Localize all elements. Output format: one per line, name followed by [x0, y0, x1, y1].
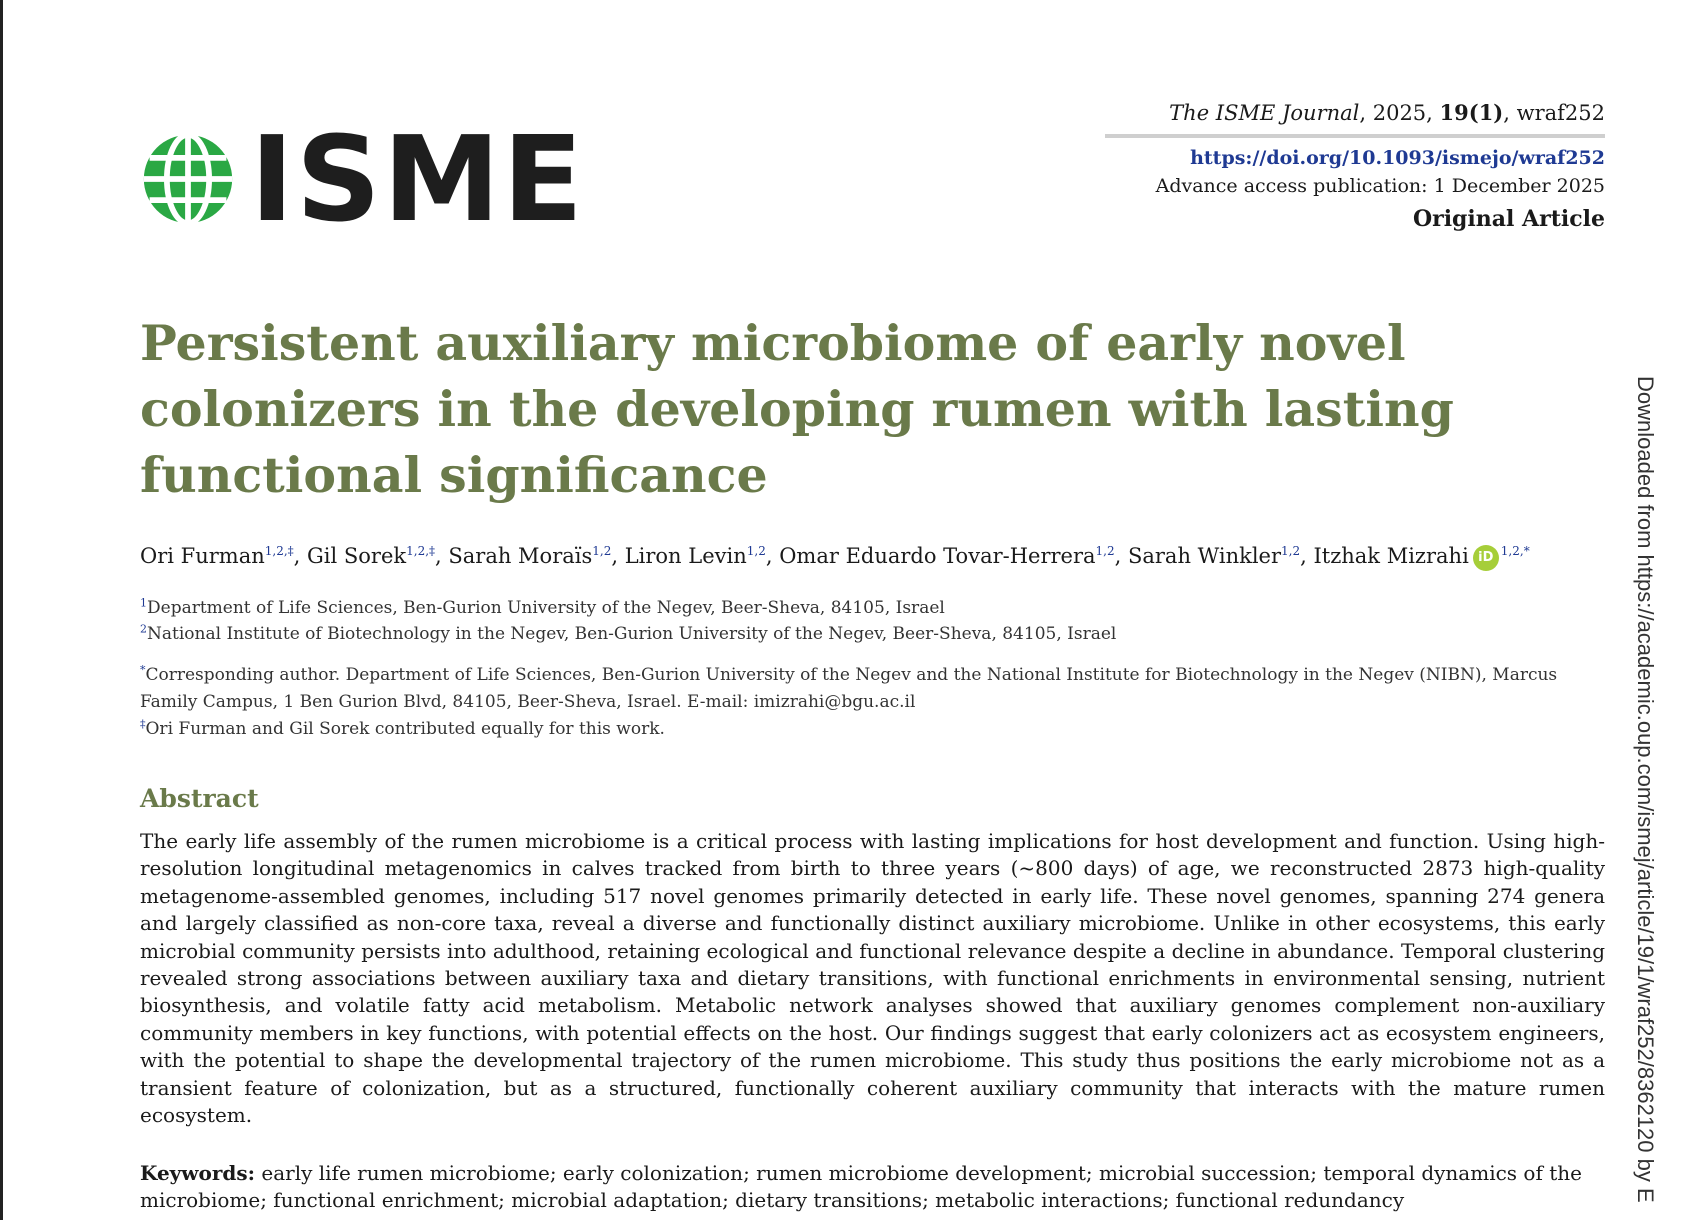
page-left-border	[0, 0, 3, 1220]
advance-access-date: Advance access publication: 1 December 2025	[1155, 175, 1605, 197]
logo-wordmark: ISME	[250, 110, 585, 248]
author[interactable]: Ori Furman$^{1,2,\ddagger}$	[140, 544, 294, 568]
isme-logo	[140, 110, 585, 248]
author-list: Ori Furman$^{1,2,\ddagger}$, Gil Sorek$^{1,2,\ddagger}$, Sarah Moraïs$^{1,2}$, Liron Levin$^{1,2}$, Omar Eduardo Tovar-Herrera$^{1,2}$, Sarah Winkler$^{1,2}$, Itzhak Mizrahi iD $^{1,2,*}$	[140, 540, 1620, 572]
author[interactable]: Gil Sorek$^{1,2,\ddagger}$	[307, 544, 436, 568]
author[interactable]: Liron Levin$^{1,2}$	[624, 544, 766, 568]
keywords-text: early life rumen microbiome; early colonization; rumen microbiome development; microbial succession; temporal dynamics of the microbiome; functional enrichment; microbial adaptation; dietary transitions; metabolic interactions; functional redundancy	[140, 1161, 1582, 1213]
article-title: Persistent auxiliary microbiome of early novel colonizers in the developing rumen with lasting functional significance	[140, 314, 1454, 504]
author[interactable]: Sarah Moraïs$^{1,2}$	[448, 544, 612, 568]
citation-line	[1085, 96, 1605, 130]
header-rule	[1105, 134, 1605, 138]
journal-name: The ISME Journal	[1169, 101, 1360, 125]
corresponding-author-note: *Corresponding author. Department of Life Sciences, Ben-Gurion University of the Negev and the National Institute for Biotechnology in the Negev (NIBN), Marcus Family Campus, 1 Ben Gurion Blvd, 84105, Beer-Sheva, Israel. E-mail: imizrahi@bgu.ac.il	[140, 663, 1558, 712]
download-note: Downloaded from https://academic.oup.com/ismej/article/19/1/wraf252/8362120 by E	[1633, 376, 1658, 1203]
abstract-heading: Abstract	[140, 784, 259, 813]
citation-block	[1085, 96, 1605, 236]
author-notes	[140, 662, 1605, 743]
affiliation: $^2$National Institute of Biotechnology in the Negev, Ben-Gurion University of the Negev, Beer-Sheva, 84105, Israel	[140, 622, 1117, 644]
abstract-text: The early life assembly of the rumen microbiome is a critical process with lasting implications for host development and function. Using high-resolution longitudinal metagenomics in calves tracked from birth to three years (~800 days) of age, we reconstructed 2873 high-quality metagenome-assembled genomes, including 517 novel genomes primarily detected in early life. These novel genomes, spanning 274 genera and largely classified as non-core taxa, reveal a diverse and functionally distinct auxiliary microbiome. Unlike in other ecosystems, this early microbial community persists into adulthood, retaining ecological and functional relevance despite a decline in abundance. Temporal clustering revealed strong associations between auxiliary taxa and dietary transitions, with functional enrichments in environmental sensing, nutrient biosynthesis, and volatile fatty acid metabolism. Metabolic network analyses showed that auxiliary genomes complement non-auxiliary community members in key functions, with potential effects on the host. Our findings suggest that early colonizers act as ecosystem engineers, with the potential to shape the developmental trajectory of the rumen microbiome. This study thus positions the early microbiome not as a transient feature of colonization, but as a structured, functionally coherent auxiliary community that interacts with the mature rumen ecosystem.	[140, 829, 1605, 1128]
author[interactable]: Omar Eduardo Tovar-Herrera$^{1,2}$	[779, 544, 1115, 568]
doi-link[interactable]: https://doi.org/10.1093/ismejo/wraf252	[1190, 147, 1605, 169]
citation-article-id: , wraf252	[1503, 101, 1605, 125]
author[interactable]: Sarah Winkler$^{1,2}$	[1127, 544, 1301, 568]
author[interactable]: Itzhak Mizrahi iD $^{1,2,*}$	[1313, 544, 1529, 568]
article-type: Original Article	[1412, 206, 1605, 232]
citation-volume: 19(1)	[1439, 100, 1504, 125]
orcid-icon[interactable]: iD	[1473, 545, 1499, 571]
globe-icon	[140, 131, 236, 227]
affiliation: $^1$Department of Life Sciences, Ben-Gurion University of the Negev, Beer-Sheva, 84105, Israel	[140, 596, 945, 618]
keywords	[140, 1160, 1605, 1215]
affiliations	[140, 595, 1620, 647]
keywords-label: Keywords:	[140, 1161, 256, 1185]
equal-contribution-note: ‡Ori Furman and Gil Sorek contributed equally for this work.	[140, 717, 665, 739]
citation-year: , 2025,	[1359, 101, 1440, 125]
